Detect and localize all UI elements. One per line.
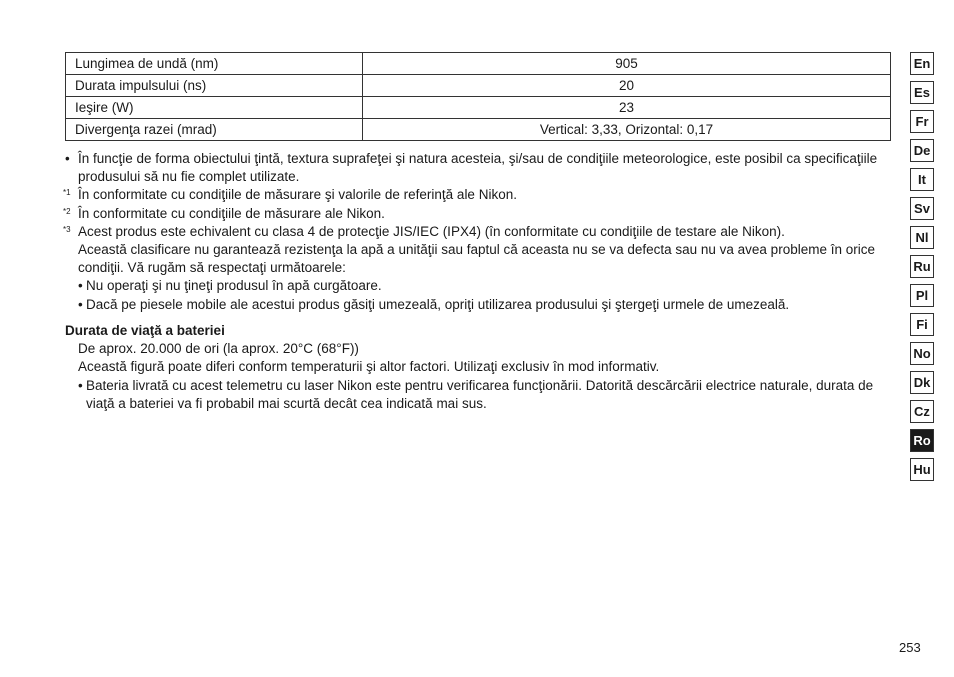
table-row — [66, 97, 891, 119]
notes-section — [63, 150, 893, 314]
bullet-mark: • — [78, 278, 83, 294]
tab-language-hu[interactable]: Hu — [910, 458, 934, 481]
tab-language-nl[interactable]: Nl — [910, 226, 934, 249]
language-tabs — [910, 52, 934, 487]
tab-language-it[interactable]: It — [910, 168, 934, 191]
list-item — [65, 377, 895, 413]
specifications-table — [65, 52, 891, 141]
tab-language-dk[interactable]: Dk — [910, 371, 934, 394]
tab-language-en[interactable]: En — [910, 52, 934, 75]
footnote-text: Această clasificare nu garantează rezistenţa la apă a unităţii sau faptul că aceasta nu se va defecta sau nu va avea probleme în orice condiţii. Vă rugăm să respectaţi următoarele: — [78, 242, 875, 276]
list-item-text: Dacă pe piesele mobile ale acestui produs găsiţi umezeală, opriţi utilizarea produsului şi ştergeţi urmele de umezeală. — [86, 296, 790, 312]
bullet-mark: • — [78, 296, 83, 312]
bullet-mark: • — [65, 151, 70, 166]
tab-language-sv[interactable]: Sv — [910, 197, 934, 220]
table-row — [66, 119, 891, 141]
footnote-text: În conformitate cu condiţiile de măsurare ale Nikon. — [78, 205, 385, 221]
tab-language-fr[interactable]: Fr — [910, 110, 934, 133]
footnote-text: Acest produs este echivalent cu clasa 4 de protecţie JIS/IEC (IPX4) (în conformitate cu condiţiile de testare ale Nikon). — [78, 223, 785, 239]
list-item — [78, 277, 893, 295]
table-cell-value: 23 — [363, 97, 891, 119]
table-cell-value: Vertical: 3,33, Orizontal: 0,17 — [363, 119, 891, 141]
tab-language-es[interactable]: Es — [910, 81, 934, 104]
footnote-text: În conformitate cu condiţiile de măsurare şi valorile de referinţă ale Nikon. — [78, 187, 517, 203]
tab-language-cz[interactable]: Cz — [910, 400, 934, 423]
footnote-3 — [63, 223, 893, 314]
table-cell-value: 20 — [363, 75, 891, 97]
footnote-2 — [63, 205, 893, 223]
table-row — [66, 53, 891, 75]
note-text: În funcţie de forma obiectului ţintă, textura suprafeţei şi natura acesteia, şi/sau de condiţiile meteorologice, este posibil ca specificaţiile produsului să nu fie complet utilizate. — [78, 151, 878, 185]
list-item-text: Bateria livrată cu acest telemetru cu laser Nikon este pentru verificarea funcţionării. Datorită descărcării electrice naturale, durata de viaţă a bateriei va fi probabil mai scurtă decât cea indicată mai sus. — [86, 377, 874, 411]
tab-language-ru[interactable]: Ru — [910, 255, 934, 278]
battery-life-value: De aprox. 20.000 de ori (la aprox. 20°C (68°F)) — [78, 341, 359, 357]
battery-life-note: Această figură poate diferi conform temperaturii şi altor factori. Utilizaţi exclusiv în mod informativ. — [78, 359, 660, 375]
footnote-mark: *2 — [63, 206, 71, 216]
tab-language-fi[interactable]: Fi — [910, 313, 934, 336]
footnote-mark: *1 — [63, 188, 71, 198]
table-cell-label: Durata impulsului (ns) — [66, 75, 363, 97]
tab-language-ro[interactable]: Ro — [910, 429, 934, 452]
battery-life-section — [65, 322, 895, 413]
tab-language-de[interactable]: De — [910, 139, 934, 162]
tab-language-no[interactable]: No — [910, 342, 934, 365]
note-main — [63, 150, 893, 186]
footnote-mark: *3 — [63, 224, 71, 234]
table-cell-label: Divergenţa razei (mrad) — [66, 119, 363, 141]
table-row — [66, 75, 891, 97]
footnote-1 — [63, 186, 893, 204]
list-item — [78, 296, 893, 314]
tab-language-pl[interactable]: Pl — [910, 284, 934, 307]
bullet-mark: • — [78, 377, 83, 393]
list-item-text: Nu operaţi şi nu ţineţi produsul în apă curgătoare. — [86, 278, 382, 294]
table-cell-value: 905 — [363, 53, 891, 75]
table-cell-label: Lungimea de undă (nm) — [66, 53, 363, 75]
page-number: 253 — [899, 640, 921, 655]
table-cell-label: Ieşire (W) — [66, 97, 363, 119]
section-title: Durata de viaţă a bateriei — [65, 323, 225, 338]
